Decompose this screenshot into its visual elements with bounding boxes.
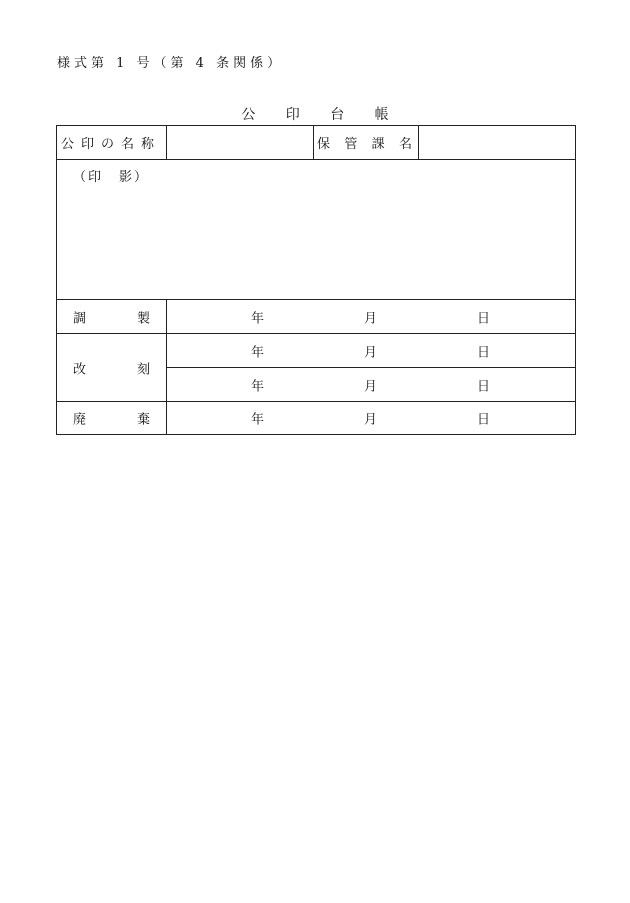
month-unit: 月 bbox=[364, 412, 378, 428]
dept-field[interactable] bbox=[419, 126, 576, 160]
day-unit: 日 bbox=[477, 311, 491, 326]
recarving-row-1 bbox=[57, 334, 576, 368]
dept-char: 名 bbox=[398, 137, 412, 152]
seal-impression-area[interactable] bbox=[57, 160, 576, 300]
title-char: 印 bbox=[285, 107, 300, 123]
recarving-date-field-1[interactable] bbox=[167, 334, 576, 368]
year-unit: 年 bbox=[251, 345, 265, 360]
seal-impression-label: （印 影） bbox=[73, 170, 150, 185]
form-number: 様式第 1 号（第 4 条関係） bbox=[57, 56, 285, 71]
header-row bbox=[57, 126, 576, 160]
seal-name-label: 公印の名称 bbox=[57, 126, 167, 160]
day-unit: 日 bbox=[477, 345, 491, 360]
year-unit: 年 bbox=[251, 412, 265, 428]
dept-char: 課 bbox=[371, 137, 385, 152]
title-char: 公 bbox=[241, 107, 256, 123]
day-unit: 日 bbox=[477, 379, 491, 394]
day-unit: 日 bbox=[477, 412, 491, 428]
dept-char: 保 bbox=[317, 137, 331, 152]
month-unit: 月 bbox=[364, 379, 378, 394]
title-char: 帳 bbox=[374, 107, 389, 123]
dept-char: 管 bbox=[344, 137, 358, 152]
seal-name-field[interactable] bbox=[167, 126, 314, 160]
year-unit: 年 bbox=[251, 379, 265, 394]
year-unit: 年 bbox=[251, 311, 265, 326]
month-unit: 月 bbox=[364, 311, 378, 326]
month-unit: 月 bbox=[364, 345, 378, 360]
recarving-date-field-2[interactable] bbox=[167, 368, 576, 402]
seal-impression-row bbox=[57, 160, 576, 300]
seal-ledger-table bbox=[56, 125, 576, 435]
creation-row bbox=[57, 300, 576, 334]
creation-date-field[interactable] bbox=[167, 300, 576, 334]
disposal-date-field[interactable] bbox=[167, 402, 576, 435]
creation-label: 調 製 bbox=[57, 300, 167, 334]
dept-label bbox=[314, 126, 419, 160]
recarving-label: 改 刻 bbox=[57, 334, 167, 402]
disposal-label: 廃 棄 bbox=[57, 402, 167, 435]
disposal-row bbox=[57, 402, 576, 435]
page-title bbox=[0, 104, 630, 124]
title-char: 台 bbox=[330, 107, 345, 123]
